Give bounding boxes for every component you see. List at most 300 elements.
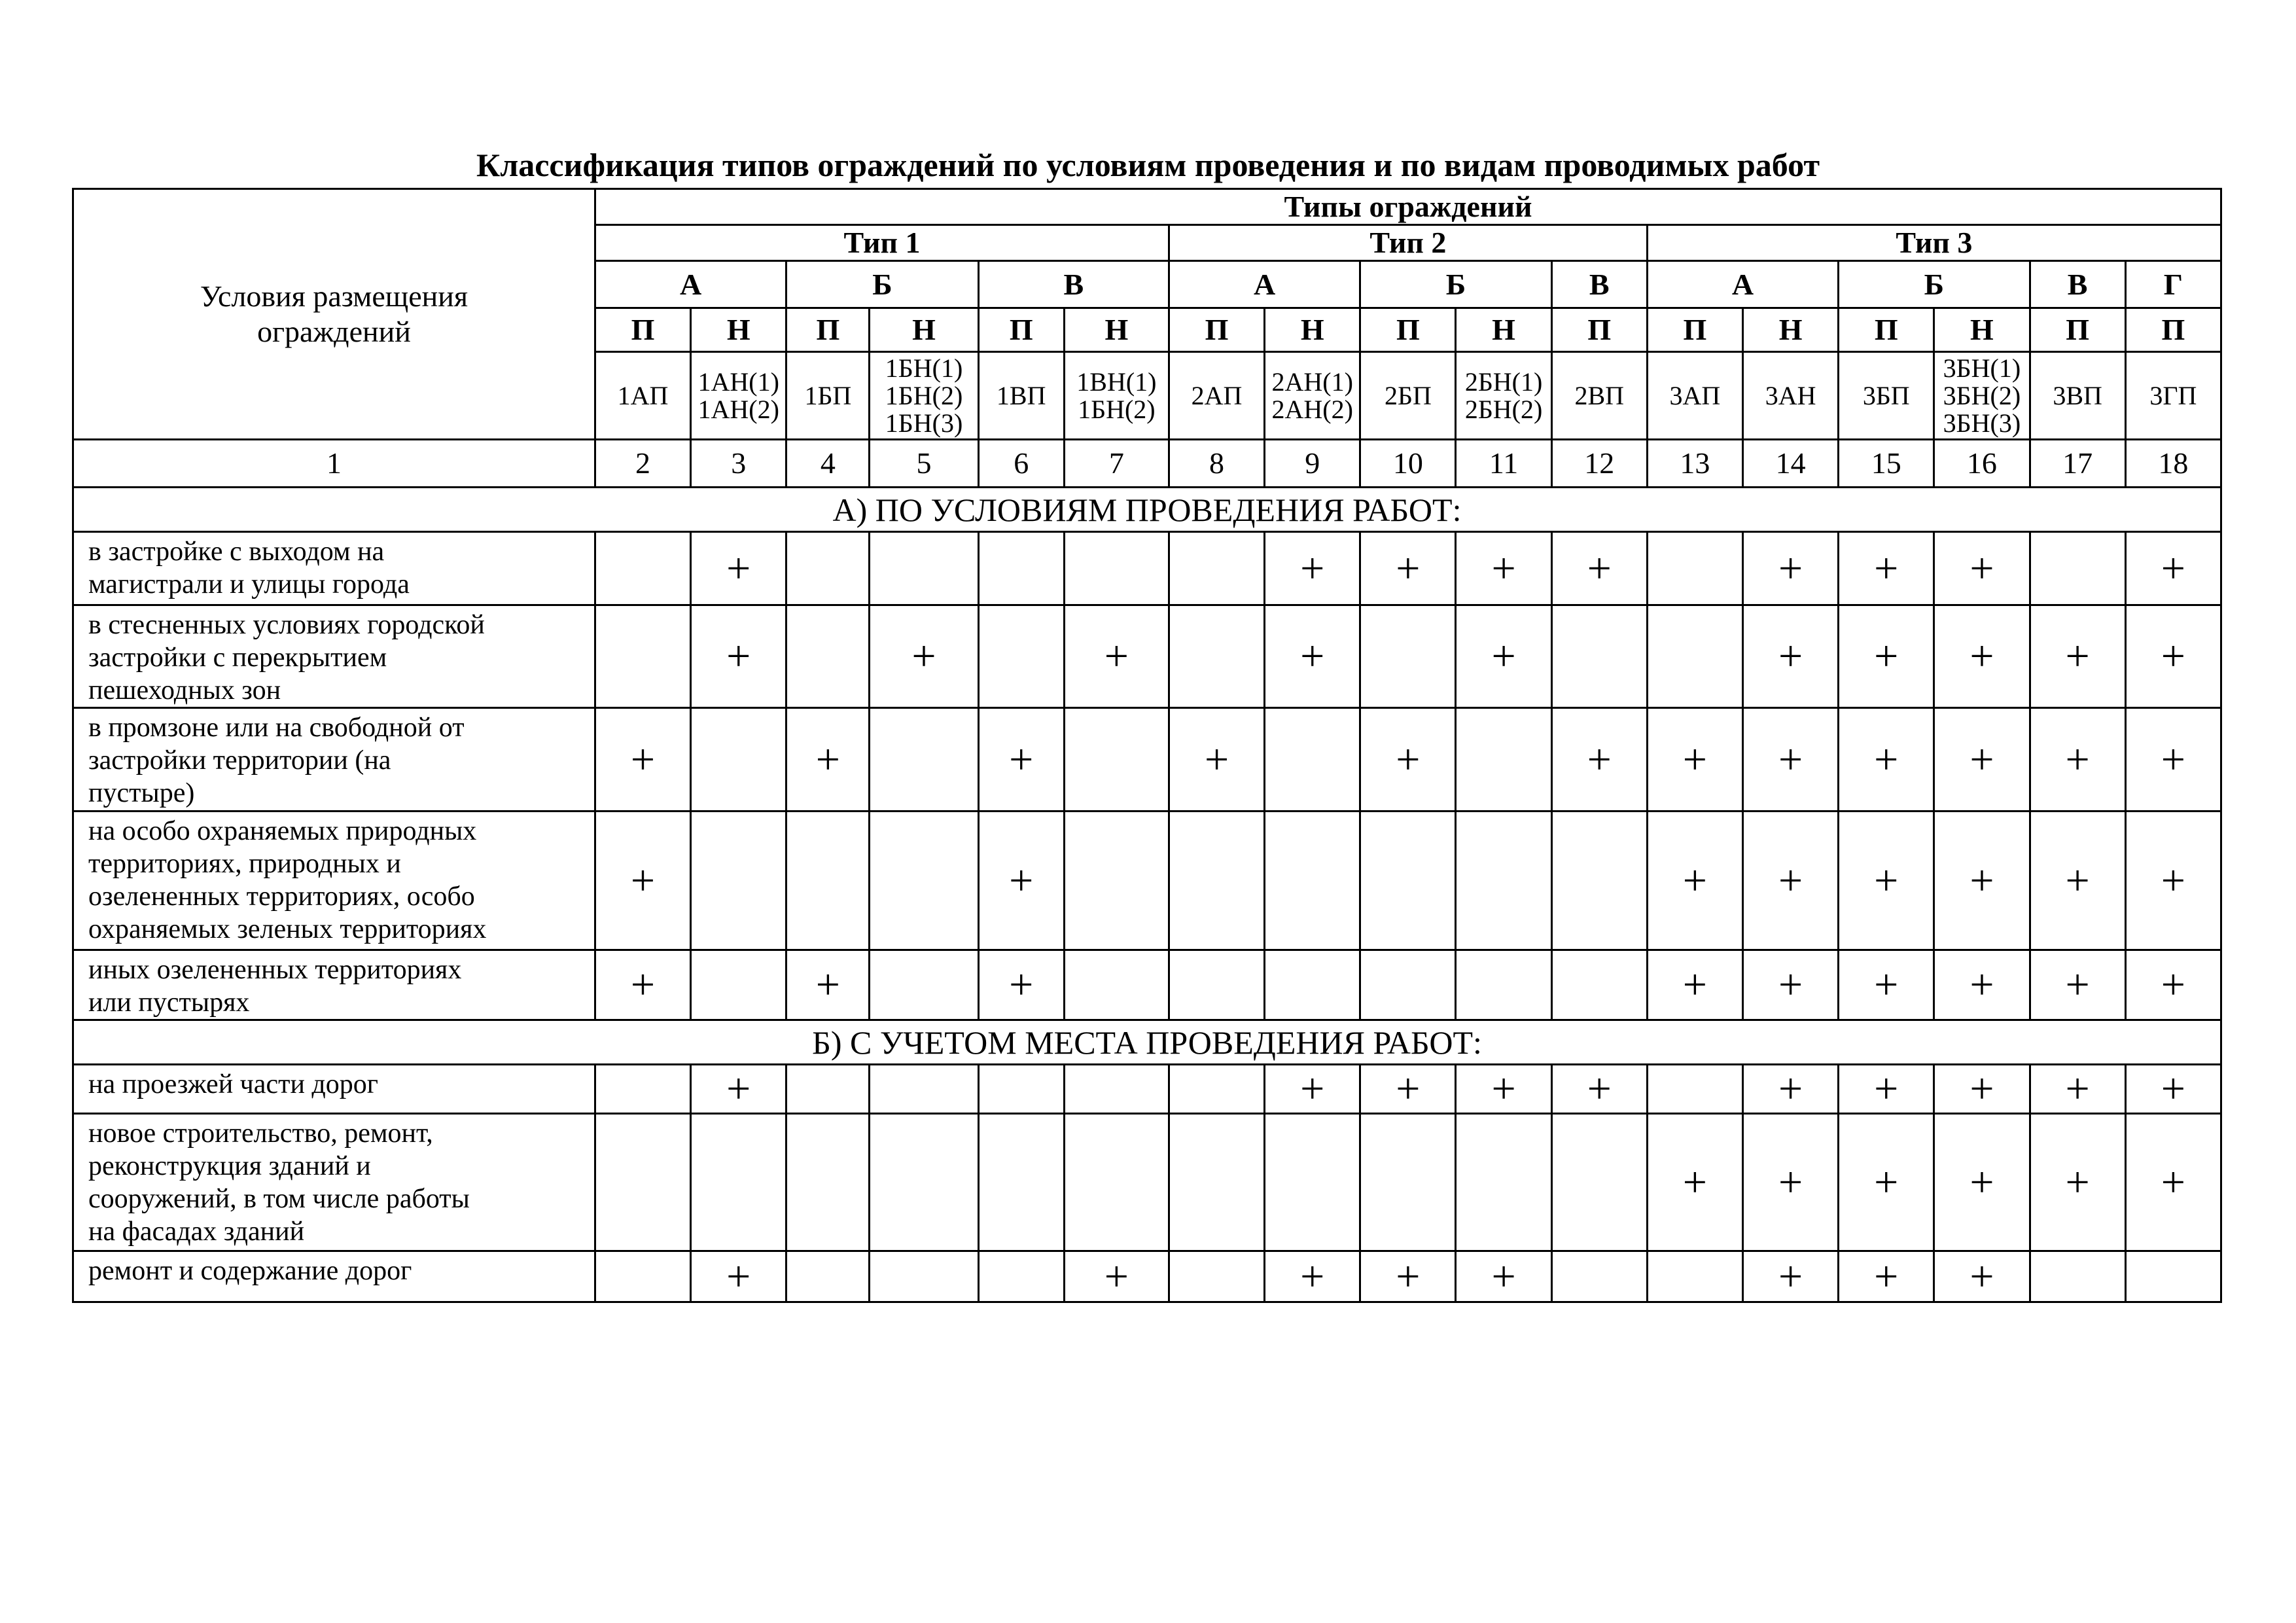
condition-text-line: на фасадах зданий <box>88 1217 305 1247</box>
kind-header: П <box>978 308 1064 352</box>
column-number: 14 <box>1743 440 1839 488</box>
mark-cell <box>1265 708 1360 812</box>
condition-cell <box>73 605 595 708</box>
mark-cell <box>786 1114 870 1251</box>
plus-mark: + <box>630 735 656 783</box>
plus-mark: + <box>1204 735 1229 783</box>
mark-cell <box>978 708 1064 812</box>
subtype-header: А <box>1647 261 1838 308</box>
type-code: 3БН(2) <box>1943 380 2021 410</box>
plus-mark: + <box>2065 1065 2090 1113</box>
mark-cell <box>595 950 690 1020</box>
mark-cell <box>1265 812 1360 950</box>
plus-mark: + <box>1778 1065 1803 1113</box>
mark-cell <box>1169 950 1264 1020</box>
type-code: 1БП <box>804 380 852 410</box>
mark-cell <box>978 950 1064 1020</box>
column-number: 18 <box>2125 440 2221 488</box>
kind-header: Н <box>1064 308 1169 352</box>
plus-mark: + <box>1874 1158 1899 1206</box>
mark-cell <box>595 1065 690 1114</box>
mark-cell <box>2125 605 2221 708</box>
type-code: 1АП <box>617 380 669 410</box>
plus-mark: + <box>1396 544 1421 592</box>
condition-text-line: в стесненных условиях городской <box>88 610 485 640</box>
mark-cell <box>1743 812 1839 950</box>
mark-cell <box>1456 1114 1551 1251</box>
mark-cell <box>1647 1114 1742 1251</box>
plus-mark: + <box>1300 544 1325 592</box>
column-number: 7 <box>1064 440 1169 488</box>
type-code: 1БН(1) <box>885 353 963 383</box>
condition-text-line: охраняемых зеленых территориях <box>88 914 487 944</box>
type-code-cell <box>1743 352 1839 440</box>
mark-cell <box>1839 1251 1934 1302</box>
mark-cell <box>1064 708 1169 812</box>
condition-text-line: пустыре) <box>88 778 195 808</box>
mark-cell <box>1169 812 1264 950</box>
plus-mark: + <box>1778 632 1803 680</box>
plus-mark: + <box>1969 632 1994 680</box>
subtype-header: А <box>595 261 786 308</box>
mark-cell <box>1839 812 1934 950</box>
plus-mark: + <box>2161 632 2185 680</box>
plus-mark: + <box>1969 961 1994 1008</box>
mark-cell <box>1647 708 1742 812</box>
plus-mark: + <box>2161 961 2185 1008</box>
fence-classification-table <box>72 188 2222 1303</box>
plus-mark: + <box>1491 1065 1516 1113</box>
mark-cell <box>1839 1065 1934 1114</box>
condition-text-line: иных озелененных территориях <box>88 955 462 985</box>
type-code-cell <box>595 352 690 440</box>
mark-cell <box>870 1251 978 1302</box>
column-number: 12 <box>1551 440 1647 488</box>
mark-cell <box>1064 812 1169 950</box>
mark-cell <box>1839 1114 1934 1251</box>
type-code-cell <box>1064 352 1169 440</box>
mark-cell <box>1551 605 1647 708</box>
mark-cell <box>870 532 978 605</box>
type-code-cell <box>1360 352 1456 440</box>
condition-text-line: застройки с перекрытием <box>88 643 387 673</box>
mark-cell <box>2125 812 2221 950</box>
kind-header: Н <box>870 308 978 352</box>
plus-mark: + <box>1587 735 1612 783</box>
mark-cell <box>691 1251 786 1302</box>
plus-mark: + <box>1969 735 1994 783</box>
column-number: 10 <box>1360 440 1456 488</box>
plus-mark: + <box>2161 856 2185 904</box>
mark-cell <box>786 1251 870 1302</box>
table-row <box>73 1020 2221 1065</box>
condition-cell <box>73 950 595 1020</box>
mark-cell <box>1169 532 1264 605</box>
plus-mark: + <box>2161 735 2185 783</box>
plus-mark: + <box>1778 856 1803 904</box>
mark-cell <box>1265 532 1360 605</box>
type-code: 2БН(1) <box>1464 366 1543 397</box>
mark-cell <box>1169 1114 1264 1251</box>
mark-cell <box>1360 532 1456 605</box>
condition-text-line: на проезжей части дорог <box>88 1069 379 1099</box>
condition-text-line: в промзоне или на свободной от <box>88 713 465 743</box>
mark-cell <box>1169 708 1264 812</box>
type-code: 1ВН(1) <box>1076 366 1157 397</box>
mark-cell <box>1743 1251 1839 1302</box>
mark-cell <box>1360 1251 1456 1302</box>
table-row <box>73 1065 2221 1114</box>
table-row <box>73 189 2221 225</box>
column-number: 5 <box>870 440 978 488</box>
plus-mark: + <box>1874 1065 1899 1113</box>
mark-cell <box>1456 812 1551 950</box>
mark-cell <box>1934 950 2030 1020</box>
plus-mark: + <box>2065 1158 2090 1206</box>
mark-cell <box>1551 708 1647 812</box>
mark-cell <box>1551 1065 1647 1114</box>
condition-cell <box>73 532 595 605</box>
type-code: 3АН <box>1765 380 1816 410</box>
mark-cell <box>870 1114 978 1251</box>
plus-mark: + <box>726 1065 751 1113</box>
type-code: 1БН(3) <box>885 408 963 438</box>
plus-mark: + <box>2161 544 2185 592</box>
plus-mark: + <box>726 1252 751 1300</box>
mark-cell <box>786 532 870 605</box>
mark-cell <box>1456 708 1551 812</box>
mark-cell <box>2125 1114 2221 1251</box>
mark-cell <box>1647 950 1742 1020</box>
column-number: 4 <box>786 440 870 488</box>
plus-mark: + <box>1778 961 1803 1008</box>
mark-cell <box>1743 708 1839 812</box>
type-code: 2АН(2) <box>1271 394 1353 424</box>
type-group-header: Тип 2 <box>1169 225 1647 261</box>
type-code-cell <box>1456 352 1551 440</box>
plus-mark: + <box>1009 856 1034 904</box>
type-code: 3ВП <box>2053 380 2102 410</box>
mark-cell <box>978 1251 1064 1302</box>
mark-cell <box>1551 1114 1647 1251</box>
mark-cell <box>1064 1251 1169 1302</box>
plus-mark: + <box>1009 961 1034 1008</box>
mark-cell <box>1839 950 1934 1020</box>
plus-mark: + <box>630 961 656 1008</box>
plus-mark: + <box>1587 544 1612 592</box>
type-code-cell <box>786 352 870 440</box>
mark-cell <box>691 950 786 1020</box>
type-code: 2АН(1) <box>1271 366 1353 397</box>
mark-cell <box>1169 1251 1264 1302</box>
mark-cell <box>1360 708 1456 812</box>
mark-cell <box>1064 1065 1169 1114</box>
mark-cell <box>1456 1065 1551 1114</box>
mark-cell <box>2030 1114 2125 1251</box>
plus-mark: + <box>1682 961 1708 1008</box>
mark-cell <box>1456 605 1551 708</box>
mark-cell <box>870 1065 978 1114</box>
mark-cell <box>1265 1251 1360 1302</box>
kind-header: Н <box>1934 308 2030 352</box>
column-number: 9 <box>1265 440 1360 488</box>
mark-cell <box>2125 708 2221 812</box>
type-code: 1АН(2) <box>698 394 779 424</box>
section-title: А) ПО УСЛОВИЯМ ПРОВЕДЕНИЯ РАБОТ: <box>73 488 2221 532</box>
condition-cell <box>73 708 595 812</box>
mark-cell <box>1934 1114 2030 1251</box>
plus-mark: + <box>2065 735 2090 783</box>
type-code-cell <box>1265 352 1360 440</box>
plus-mark: + <box>1778 1252 1803 1300</box>
column-number: 15 <box>1839 440 1934 488</box>
mark-cell <box>2125 532 2221 605</box>
kind-header: Н <box>1456 308 1551 352</box>
type-code: 2БП <box>1384 380 1432 410</box>
condition-text-line: на особо охраняемых природных <box>88 816 477 846</box>
mark-cell <box>1360 812 1456 950</box>
subtype-header: Г <box>2125 261 2221 308</box>
subtype-header: А <box>1169 261 1360 308</box>
mark-cell <box>1647 1065 1742 1114</box>
type-code: 2ВП <box>1574 380 1625 410</box>
condition-text-line: сооружений, в том числе работы <box>88 1184 470 1214</box>
plus-mark: + <box>1874 735 1899 783</box>
plus-mark: + <box>1396 1252 1421 1300</box>
plus-mark: + <box>726 544 751 592</box>
kind-header: П <box>2125 308 2221 352</box>
mark-cell <box>595 812 690 950</box>
mark-cell <box>1456 950 1551 1020</box>
mark-cell <box>1839 708 1934 812</box>
mark-cell <box>978 1065 1064 1114</box>
condition-cell <box>73 1065 595 1114</box>
mark-cell <box>1839 532 1934 605</box>
mark-cell <box>691 1114 786 1251</box>
condition-text-line: или пустырях <box>88 988 250 1018</box>
column-number: 2 <box>595 440 690 488</box>
plus-mark: + <box>1874 856 1899 904</box>
plus-mark: + <box>1396 1065 1421 1113</box>
column-number: 1 <box>73 440 595 488</box>
mark-cell <box>1169 1065 1264 1114</box>
mark-cell <box>2030 708 2125 812</box>
type-code-cell <box>870 352 978 440</box>
type-code-cell <box>2030 352 2125 440</box>
mark-cell <box>691 605 786 708</box>
mark-cell <box>786 1065 870 1114</box>
kind-header: П <box>786 308 870 352</box>
mark-cell <box>1934 1251 2030 1302</box>
mark-cell <box>1934 532 2030 605</box>
type-code: 1БН(2) <box>1078 394 1156 424</box>
mark-cell <box>1064 1114 1169 1251</box>
table-row <box>73 532 2221 605</box>
plus-mark: + <box>1874 961 1899 1008</box>
plus-mark: + <box>1587 1065 1612 1113</box>
plus-mark: + <box>1300 1252 1325 1300</box>
condition-text-line: новое строительство, ремонт, <box>88 1118 433 1149</box>
mark-cell <box>1360 950 1456 1020</box>
mark-cell <box>2030 1065 2125 1114</box>
plus-mark: + <box>815 961 840 1008</box>
plus-mark: + <box>1104 1252 1129 1300</box>
plus-mark: + <box>2065 856 2090 904</box>
condition-cell <box>73 1251 595 1302</box>
mark-cell <box>1265 950 1360 1020</box>
type-code: 2АП <box>1191 380 1243 410</box>
mark-cell <box>1360 1114 1456 1251</box>
mark-cell <box>1934 708 2030 812</box>
mark-cell <box>1647 1251 1742 1302</box>
conditions-header-cell: Условия размещения ограждений <box>73 189 595 440</box>
condition-cell <box>73 812 595 950</box>
kind-header: П <box>595 308 690 352</box>
condition-cell <box>73 1114 595 1251</box>
mark-cell <box>1647 532 1742 605</box>
plus-mark: + <box>1396 735 1421 783</box>
plus-mark: + <box>2065 632 2090 680</box>
mark-cell <box>1839 605 1934 708</box>
condition-text-line: пешеходных зон <box>88 675 281 705</box>
plus-mark: + <box>1874 544 1899 592</box>
mark-cell <box>1064 950 1169 1020</box>
mark-cell <box>691 532 786 605</box>
type-code-cell <box>1934 352 2030 440</box>
type-code: 1БН(2) <box>885 380 963 410</box>
table-row <box>73 950 2221 1020</box>
kind-header: П <box>1839 308 1934 352</box>
mark-cell <box>1456 1251 1551 1302</box>
mark-cell <box>1934 1065 2030 1114</box>
plus-mark: + <box>1778 735 1803 783</box>
column-number: 13 <box>1647 440 1742 488</box>
plus-mark: + <box>1491 1252 1516 1300</box>
type-code-cell <box>978 352 1064 440</box>
column-number: 8 <box>1169 440 1264 488</box>
plus-mark: + <box>1969 1158 1994 1206</box>
mark-cell <box>1265 1114 1360 1251</box>
condition-text-line: озелененных территориях, особо <box>88 882 475 912</box>
type-group-header: Тип 3 <box>1647 225 2221 261</box>
document-title: Классификация типов ограждений по условиям проведения и по видам проводимых работ <box>476 147 1820 183</box>
plus-mark: + <box>1874 1252 1899 1300</box>
kind-header: П <box>1360 308 1456 352</box>
plus-mark: + <box>1300 632 1325 680</box>
type-code: 1ВП <box>996 380 1046 410</box>
mark-cell <box>978 1114 1064 1251</box>
plus-mark: + <box>1104 632 1129 680</box>
condition-text-line: застройки территории (на <box>88 745 391 776</box>
type-code-cell <box>691 352 786 440</box>
plus-mark: + <box>1491 544 1516 592</box>
plus-mark: + <box>1300 1065 1325 1113</box>
mark-cell <box>1456 532 1551 605</box>
column-number: 17 <box>2030 440 2125 488</box>
table-row <box>73 605 2221 708</box>
mark-cell <box>1934 812 2030 950</box>
mark-cell <box>1064 605 1169 708</box>
plus-mark: + <box>1969 856 1994 904</box>
plus-mark: + <box>2161 1158 2185 1206</box>
mark-cell <box>1743 1065 1839 1114</box>
mark-cell <box>870 812 978 950</box>
column-number: 16 <box>1934 440 2030 488</box>
table-row <box>73 440 2221 488</box>
mark-cell <box>2125 950 2221 1020</box>
plus-mark: + <box>1682 735 1708 783</box>
table-row <box>73 1114 2221 1251</box>
kind-header: П <box>1551 308 1647 352</box>
subtype-header: В <box>1551 261 1647 308</box>
type-code-cell <box>1551 352 1647 440</box>
subtype-header: Б <box>786 261 978 308</box>
type-code: 1АН(1) <box>698 366 779 397</box>
mark-cell <box>2030 532 2125 605</box>
mark-cell <box>2030 1251 2125 1302</box>
mark-cell <box>1360 605 1456 708</box>
mark-cell <box>691 1065 786 1114</box>
mark-cell <box>691 708 786 812</box>
plus-mark: + <box>726 632 751 680</box>
types-header-cell: Типы ограждений <box>595 189 2221 225</box>
kind-header: П <box>1169 308 1264 352</box>
table-row <box>73 1251 2221 1302</box>
plus-mark: + <box>1682 1158 1708 1206</box>
mark-cell <box>1360 1065 1456 1114</box>
mark-cell <box>786 812 870 950</box>
type-code-cell <box>2125 352 2221 440</box>
table-row <box>73 488 2221 532</box>
mark-cell <box>1934 605 2030 708</box>
mark-cell <box>1265 605 1360 708</box>
mark-cell <box>978 605 1064 708</box>
mark-cell <box>595 708 690 812</box>
subtype-header: В <box>978 261 1169 308</box>
mark-cell <box>595 1251 690 1302</box>
type-code-cell <box>1169 352 1264 440</box>
type-group-header: Тип 1 <box>595 225 1169 261</box>
kind-header: П <box>2030 308 2125 352</box>
type-code: 3АП <box>1669 380 1721 410</box>
subtype-header: Б <box>1360 261 1551 308</box>
table-row <box>73 708 2221 812</box>
subtype-header: В <box>2030 261 2125 308</box>
mark-cell <box>1647 812 1742 950</box>
plus-mark: + <box>1969 1065 1994 1113</box>
mark-cell <box>2030 812 2125 950</box>
plus-mark: + <box>1491 632 1516 680</box>
mark-cell <box>1265 1065 1360 1114</box>
table-row <box>73 812 2221 950</box>
mark-cell <box>1743 532 1839 605</box>
plus-mark: + <box>1682 856 1708 904</box>
mark-cell <box>1551 532 1647 605</box>
plus-mark: + <box>815 735 840 783</box>
mark-cell <box>978 812 1064 950</box>
condition-text-line: реконструкция зданий и <box>88 1151 371 1181</box>
column-number: 11 <box>1456 440 1551 488</box>
plus-mark: + <box>1778 1158 1803 1206</box>
mark-cell <box>786 605 870 708</box>
type-code-cell <box>1839 352 1934 440</box>
mark-cell <box>1743 1114 1839 1251</box>
section-title: Б) С УЧЕТОМ МЕСТА ПРОВЕДЕНИЯ РАБОТ: <box>73 1020 2221 1065</box>
plus-mark: + <box>2161 1065 2185 1113</box>
mark-cell <box>1743 605 1839 708</box>
plus-mark: + <box>1969 544 1994 592</box>
plus-mark: + <box>1009 735 1034 783</box>
